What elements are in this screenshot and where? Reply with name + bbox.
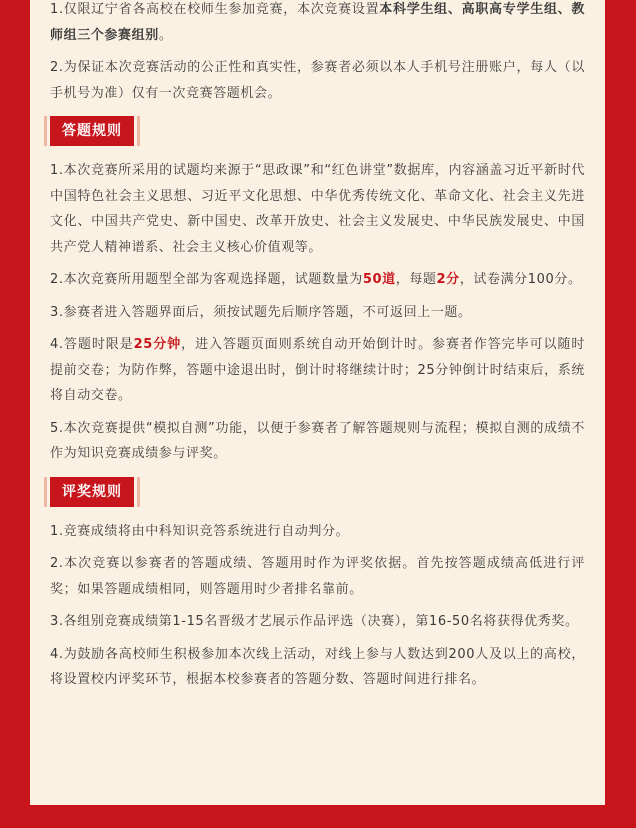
rules-title-badge: 答题规则 <box>50 116 134 146</box>
rules-section-header <box>50 116 585 146</box>
awards-paragraph-3: 3.各组别竞赛成绩第1-15名晋级才艺展示作品评选（决赛），第16-50名将获得优秀奖。 <box>50 614 579 629</box>
awards-paragraph-4: 4.为鼓励各高校师生积极参加本次线上活动，对线上参与人数达到200人及以上的高校，将设置校内评奖环节，根据本校参赛者的答题分数、答题时间进行排名。 <box>50 646 585 687</box>
content-card <box>30 0 605 805</box>
intro-paragraph-2: 2.为保证本次竞赛活动的公正性和真实性，参赛者必须以本人手机号注册账户，每人（以手机号为准）仅有一次竞赛答题机会。 <box>50 60 585 101</box>
rules-paragraph-5: 5.本次竞赛提供“模拟自测”功能，以便于参赛者了解答题规则与流程；模拟自测的成绩不作为知识竞赛成绩参与评奖。 <box>50 420 585 461</box>
intro-paragraph-1: 1.仅限辽宁省各高校在校师生参加竞赛，本次竞赛设置本科学生组、高职高专学生组、教师组三个参赛组别。 <box>50 2 585 43</box>
awards-title-badge: 评奖规则 <box>50 477 134 507</box>
group-names: 本科学生组、高职高专学生组、教师组三个参赛组别 <box>50 2 585 43</box>
rules-paragraph-4: 4.答题时限是25分钟，进入答题页面则系统自动开始倒计时。参赛者作答完毕可以随时提前交卷；为防作弊，答题中途退出时，倒计时将继续计时；25分钟倒计时结束后，系统将自动交卷。 <box>50 337 586 403</box>
awards-paragraph-2: 2.本次竞赛以参赛者的答题成绩、答题用时作为评奖依据。首先按答题成绩高低进行评奖；如果答题成绩相同，则答题用时少者排名靠前。 <box>50 556 585 597</box>
rules-paragraph-3: 3.参赛者进入答题界面后，须按试题先后顺序答题，不可返回上一题。 <box>50 304 472 320</box>
question-count: 50道 <box>362 272 396 287</box>
time-limit: 25分钟 <box>133 337 182 352</box>
rules-paragraph-2: 2.本次竞赛所用题型全部为客观选择题，试题数量为50道，每题2分，试卷满分100分。 <box>50 272 582 287</box>
rules-paragraph-1: 1.本次竞赛所采用的试题均来源于“思政课”和“红色讲堂”数据库，内容涵盖习近平新时代中国特色社会主义思想、习近平文化思想、中华优秀传统文化、革命文化、社会主义先进文化、中国共产党史、新中国史、改革开放史、社会主义发展史、中华民族发展史、中国共产党人精神谱系、社会主义核心价值观等。 <box>50 163 585 255</box>
points-per-question: 2分 <box>436 272 460 287</box>
awards-section-header <box>50 477 585 507</box>
awards-paragraph-1: 1.竞赛成绩将由中科知识竞答系统进行自动判分。 <box>50 523 350 539</box>
